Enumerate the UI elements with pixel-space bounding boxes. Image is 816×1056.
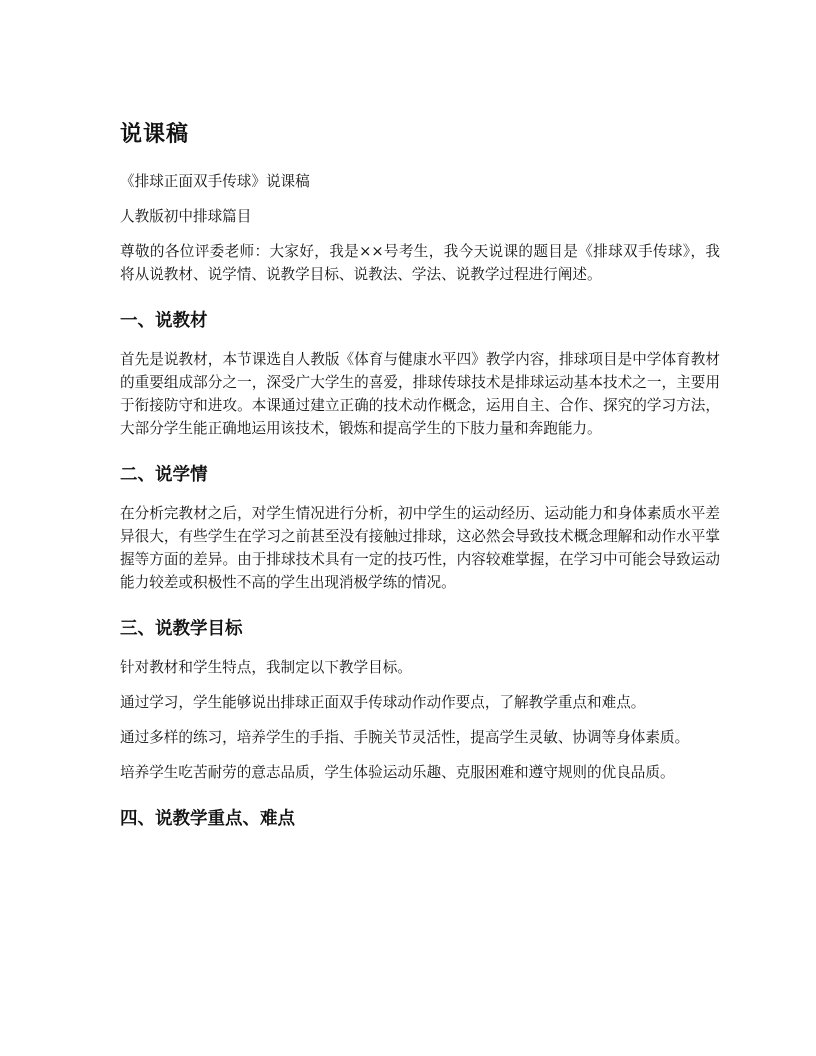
section-paragraph: 针对教材和学生特点，我制定以下教学目标。 [120, 659, 412, 676]
edition-paragraph: 人教版初中排球篇目 [120, 208, 252, 225]
section-paragraph: 首先是说教材，本节课选自人教版《体育与健康水平四》教学内容，排球项目是中学体育教材的重要组成部分之一，深受广大学生的喜爱，排球传球技术是排球运动基本技术之一，主要用于衔接防守和进攻。本课通过建立正确的技术动作概念，运用自主、合作、探究的学习方法，大部分学生能正确地运用该技术，锻炼和提高学生的下肢力量和奔跑能力。 [120, 351, 720, 437]
section-paragraph: 通过学习，学生能够说出排球正面双手传球动作动作要点，了解教学重点和难点。 [120, 694, 646, 711]
section-heading-objectives: 三、说教学目标 [120, 619, 243, 639]
document-page [120, 118, 720, 846]
greeting-paragraph: 尊敬的各位评委老师：大家好，我是××号考生，我今天说课的题目是《排球双手传球》，我将从说教材、说学情、说教学目标、说教法、学法、说教学过程进行阐述。 [120, 243, 720, 283]
document-title: 说课稿 [120, 122, 190, 147]
section-heading-students: 二、说学情 [120, 465, 208, 485]
section-paragraph: 在分析完教材之后，对学生情况进行分析，初中学生的运动经历、运动能力和身体素质水平差异很大，有些学生在学习之前甚至没有接触过排球，这必然会导致技术概念理解和动作水平掌握等方面的差异。由于排球技术具有一定的技巧性，内容较难掌握，在学习中可能会导致运动能力较差或积极性不高的学生出现消极学练的情况。 [120, 505, 720, 591]
section-heading-textbook: 一、说教材 [120, 311, 208, 331]
section-paragraph: 通过多样的练习，培养学生的手指、手腕关节灵活性，提高学生灵敏、协调等身体素质。 [120, 729, 690, 746]
section-paragraph: 培养学生吃苦耐劳的意志品质，学生体验运动乐趣、克服困难和遵守规则的优良品质。 [120, 764, 675, 781]
subtitle-paragraph: 《排球正面双手传球》说课稿 [120, 173, 310, 190]
section-heading-key-points: 四、说教学重点、难点 [120, 809, 295, 829]
